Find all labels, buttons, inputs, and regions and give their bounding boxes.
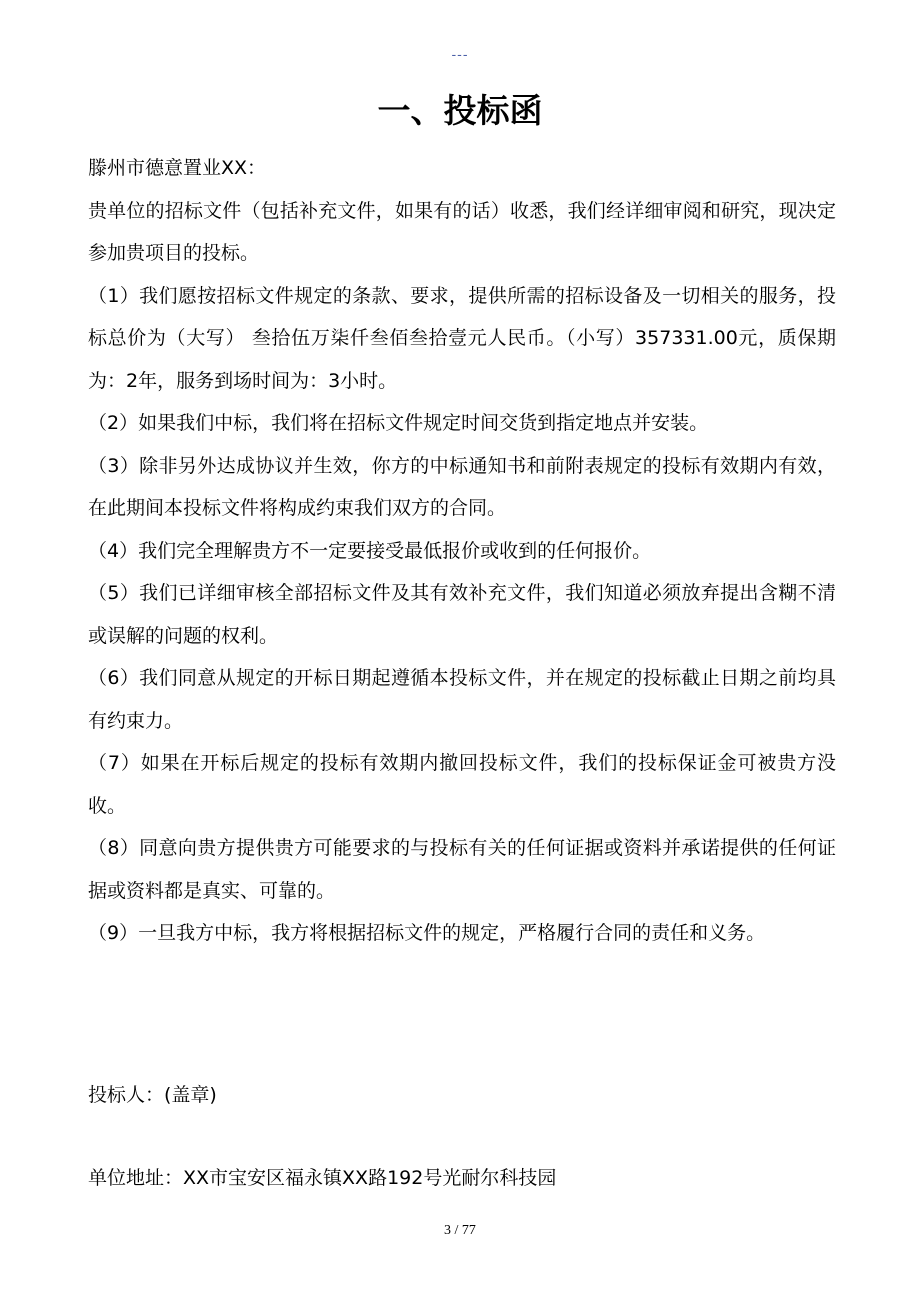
intro-paragraph: 贵单位的招标文件（包括补充文件，如果有的话）收悉，我们经详细审阅和研究，现决定参加贵项目的投标。: [88, 199, 836, 264]
addressee: 滕州市德意置业XX：: [88, 157, 267, 179]
bidder-address-line: 单位地址：XX市宝安区福永镇XX路192号光耐尔科技园: [88, 1167, 557, 1189]
clause-1: （1）我们愿按招标文件规定的条款、要求，提供所需的招标设备及一切相关的服务，投标总价为（大写） 叁拾伍万柒仟叁佰叁拾壹元人民币。（小写）357331.00元，质保期为：2年，服务到场时间为：3小时。: [88, 284, 836, 392]
clause-5: （5）我们已详细审核全部招标文件及其有效补充文件，我们知道必须放弃提出含糊不清或误解的问题的权利。: [88, 582, 836, 647]
page-number: 3 / 77: [444, 1223, 476, 1238]
page-title: 一、投标函: [377, 91, 543, 130]
letter-body: [88, 147, 836, 955]
clause-2: （2）如果我们中标，我们将在招标文件规定时间交货到指定地点并安装。: [88, 412, 709, 434]
clause-7: （7）如果在开标后规定的投标有效期内撤回投标文件，我们的投标保证金可被贵方没收。: [88, 752, 836, 817]
header-mark: ---: [451, 48, 469, 63]
clause-9: （9）一旦我方中标，我方将根据招标文件的规定，严格履行合同的责任和义务。: [88, 922, 766, 944]
bidder-signature-line: 投标人：(盖章): [88, 1084, 217, 1106]
clause-4: （4）我们完全理解贵方不一定要接受最低报价或收到的任何报价。: [88, 539, 652, 562]
clause-6: （6）我们同意从规定的开标日期起遵循本投标文件，并在规定的投标截止日期之前均具有约束力。: [88, 667, 836, 732]
clause-8: （8）同意向贵方提供贵方可能要求的与投标有关的任何证据或资料并承诺提供的任何证据或资料都是真实、可靠的。: [88, 837, 836, 902]
clause-3: （3）除非另外达成协议并生效，你方的中标通知书和前附表规定的投标有效期内有效，在此期间本投标文件将构成约束我们双方的合同。: [88, 454, 836, 519]
